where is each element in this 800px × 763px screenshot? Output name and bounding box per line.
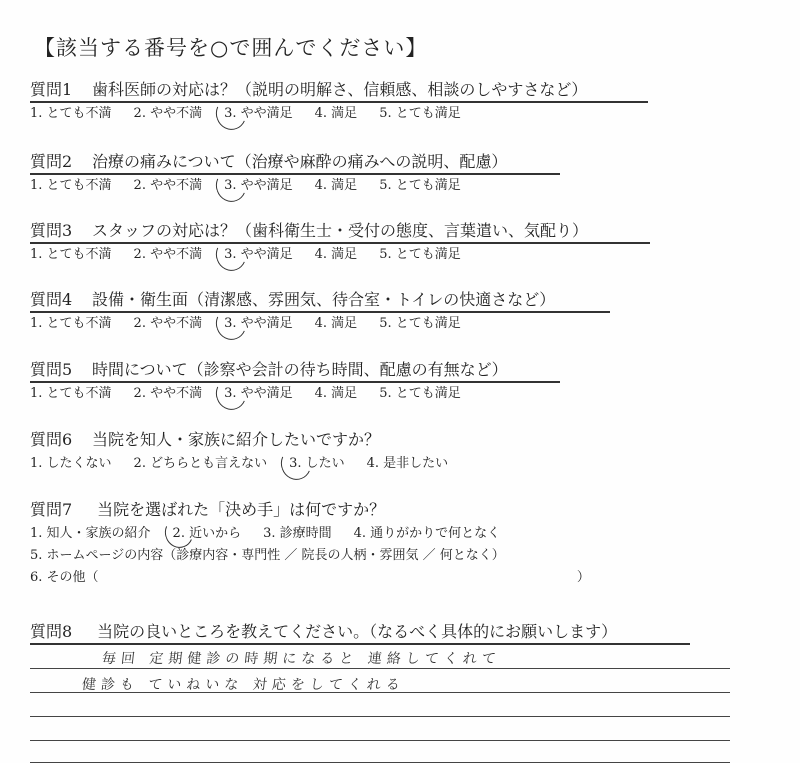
option-3[interactable]: 3. やや満足: [224, 176, 293, 196]
option-2[interactable]: 2. 近いから: [173, 524, 242, 544]
question-label: 質問8: [30, 622, 73, 641]
question-text: スタッフの対応は？（歯科衛生士・受付の態度、言葉遣い、気配り）: [92, 221, 589, 240]
question-label: 質問7: [30, 500, 73, 519]
question-2: [30, 150, 790, 196]
question-underline: [30, 311, 610, 313]
option-5[interactable]: 5. とても満足: [379, 316, 461, 331]
option-4[interactable]: 4. 満足: [314, 247, 358, 262]
option-5[interactable]: 5. とても満足: [379, 386, 461, 401]
question-text: 歯科医師の対応は？（説明の明解さ、信頼感、相談のしやすさなど）: [92, 80, 588, 99]
handwritten-answer-1[interactable]: 毎回 定期健診の時期になると 連絡してくれて: [101, 651, 502, 667]
option-other-label[interactable]: 6. その他（: [30, 570, 99, 585]
option-1[interactable]: 1. とても不満: [30, 386, 112, 401]
question-7-options-row1: [30, 524, 790, 544]
option-2[interactable]: 2. やや不満: [133, 386, 203, 401]
option-5[interactable]: 5. とても満足: [379, 106, 461, 121]
option-3[interactable]: 3. やや満足: [224, 384, 293, 404]
question-4: [30, 288, 790, 334]
answer-line: [30, 668, 730, 669]
answer-line: [30, 740, 730, 741]
option-2[interactable]: 2. やや不満: [133, 247, 203, 262]
option-3[interactable]: 3. やや満足: [224, 314, 293, 334]
question-label: 質問3: [30, 221, 73, 240]
option-4[interactable]: 4. 是非したい: [366, 456, 449, 471]
question-6: [30, 428, 790, 474]
option-1[interactable]: 1. とても不満: [30, 316, 112, 331]
answer-options: [30, 176, 790, 196]
answer-line: [30, 716, 730, 717]
option-2[interactable]: 2. やや不満: [133, 178, 203, 193]
question-text: 当院を知人・家族に紹介したいですか？: [92, 430, 381, 449]
question-7-options-row2: [30, 546, 790, 566]
option-5[interactable]: 5. とても満足: [379, 178, 461, 193]
option-2[interactable]: 2. やや不満: [133, 316, 203, 331]
option-3[interactable]: 3. したい: [289, 454, 345, 474]
option-homepage[interactable]: 5. ホームページの内容（診療内容・専門性 ／ 院長の人柄・雰囲気 ／ 何となく）: [30, 548, 505, 563]
option-3[interactable]: 3. やや満足: [224, 245, 293, 265]
question-text: 当院の良いところを教えてください。（なるべく具体的にお願いします）: [97, 622, 618, 641]
option-1[interactable]: 1. したくない: [30, 456, 112, 471]
question-underline: [30, 173, 560, 175]
option-2[interactable]: 2. やや不満: [133, 106, 203, 121]
question-text: 治療の痛みについて（治療や麻酔の痛みへの説明、配慮）: [92, 152, 508, 171]
question-underline: [30, 242, 650, 244]
option-other-close: ）: [576, 570, 590, 585]
option-4[interactable]: 4. 満足: [314, 178, 358, 193]
option-1[interactable]: 1. とても不満: [30, 106, 112, 121]
question-underline: [30, 381, 560, 383]
option-1[interactable]: 1. とても不満: [30, 247, 112, 262]
question-label: 質問4: [30, 290, 73, 309]
option-3[interactable]: 3. 診療時間: [263, 526, 332, 541]
option-3[interactable]: 3. やや満足: [224, 104, 293, 124]
option-1[interactable]: 1. とても不満: [30, 178, 112, 193]
question-5: [30, 358, 790, 404]
question-label: 質問2: [30, 152, 73, 171]
answer-options: [30, 384, 790, 404]
option-4[interactable]: 4. 満足: [314, 106, 358, 121]
question-7-options-row3: [30, 568, 790, 588]
answer-options: [30, 245, 790, 265]
question-label: 質問1: [30, 80, 73, 99]
question-label: 質問6: [30, 430, 73, 449]
question-8: [30, 620, 790, 693]
option-1[interactable]: 1. 知人・家族の紹介: [30, 526, 151, 541]
question-7: [30, 498, 790, 588]
option-4[interactable]: 4. 満足: [314, 316, 358, 331]
handwritten-answer-2[interactable]: 健診も ていねいな 対応をしてくれる: [81, 677, 406, 693]
answer-options: [30, 314, 790, 334]
question-label: 質問5: [30, 360, 73, 379]
answer-options: [30, 454, 790, 474]
question-text: 当院を選ばれた「決め手」は何ですか？: [97, 500, 386, 519]
question-3: [30, 219, 790, 265]
question-text: 設備・衛生面（清潔感、雰囲気、待合室・トイレの快適さなど）: [92, 290, 556, 309]
option-4[interactable]: 4. 満足: [314, 386, 358, 401]
question-text: 時間について（診察や会計の待ち時間、配慮の有無など）: [92, 360, 508, 379]
option-4[interactable]: 4. 通りがかりで何となく: [353, 526, 501, 541]
question-underline: [30, 643, 690, 645]
form-title: 【該当する番号を○で囲んでください】: [34, 36, 428, 60]
question-underline: [30, 101, 648, 103]
option-5[interactable]: 5. とても満足: [379, 247, 461, 262]
question-1: [30, 78, 790, 124]
answer-options: [30, 104, 790, 124]
option-2[interactable]: 2. どちらとも言えない: [133, 456, 268, 471]
